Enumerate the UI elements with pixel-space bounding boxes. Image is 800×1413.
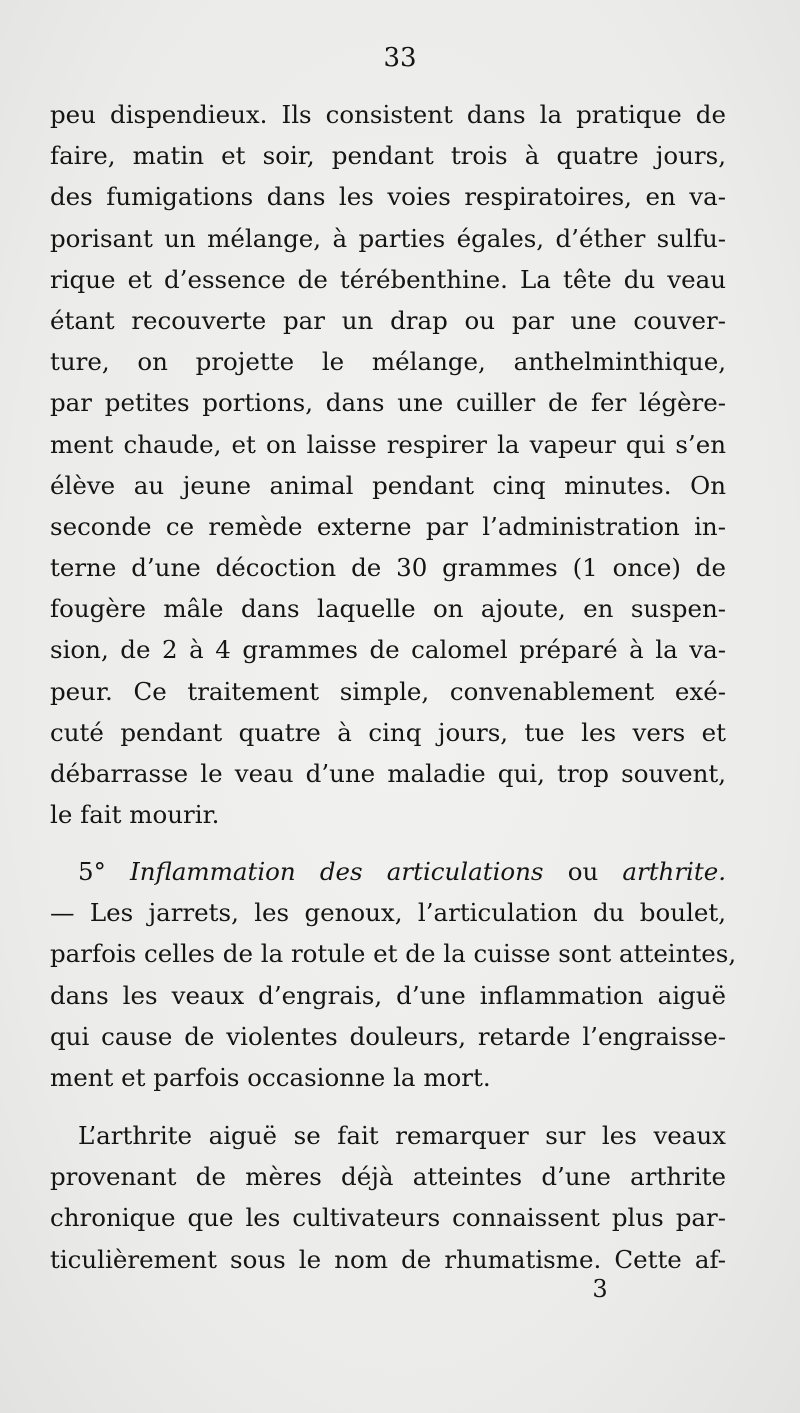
text-line: L’arthrite aiguë se fait remarquer sur les veaux [78,1121,726,1150]
paragraph-fumigation-treatment [50,94,726,835]
text-line: étant recouverte par un drap ou par une couver- [50,305,726,335]
text-line: — Les jarrets, les genoux, l’articulation du boulet, [50,898,726,928]
text-line: peur. Ce traitement simple, convenablement exé- [50,676,726,706]
text-line: rique et d’essence de térébenthine. La tête du veau [50,264,726,294]
text-line: parfois celles de la rotule et de la cuisse sont atteintes, [50,939,737,969]
text-line: ture, on projette le mélange, anthelminthique, [50,347,726,377]
text-line: débarrasse le veau d’une maladie qui, trop souvent, [50,759,726,788]
text-line: seconde ce remède externe par l’administration in- [50,511,726,541]
text-line: par petites portions, dans une cuiller de fer légère- [50,388,726,418]
section-title-alt: arthrite. [622,857,727,886]
text-line: faire, matin et soir, pendant trois à quatre jours, [50,141,726,171]
section-title: Inflammation des articulations [130,857,544,886]
section-number: 5° [78,857,106,886]
text-line: sion, de 2 à 4 grammes de calomel préparé à la va- [50,635,726,665]
text-line: chronique que les cultivateurs connaissent plus par- [50,1203,726,1233]
text-line: provenant de mères déjà atteintes d’une arthrite [50,1162,726,1192]
section-connector: ou [567,857,599,886]
text-line: élève au jeune animal pendant cinq minutes. On [50,470,726,500]
section-arthritis [50,851,737,1098]
text-line: le fait mourir. [50,800,220,830]
text-line: des fumigations dans les voies respiratoires, en va- [50,182,726,212]
text-line: dans les veaux d’engrais, d’une inflammation aiguë [50,980,726,1010]
page-number: 33 [383,43,417,73]
section-heading [50,851,726,892]
text-line: qui cause de violentes douleurs, retarde l’engraisse- [50,1021,726,1051]
text-line: ment chaude, et on laisse respirer la vapeur qui s’en [50,429,726,459]
text-line: peu dispendieux. Ils consistent dans la pratique de [50,100,726,129]
signature-mark: 3 [592,1275,608,1303]
text-line: ment et parfois occasionne la mort. [50,1062,491,1092]
paragraph-acute-arthritis [50,1115,726,1280]
text-line: ticulièrement sous le nom de rhumatisme. Cette af- [50,1244,726,1274]
text-line: cuté pendant quatre à cinq jours, tue les vers et [50,717,726,747]
text-line: porisant un mélange, à parties égales, d’éther sulfu- [50,223,726,253]
text-line: fougère mâle dans laquelle on ajoute, en suspen- [50,594,726,624]
text-line: terne d’une décoction de 30 grammes (1 once) de [50,553,726,583]
